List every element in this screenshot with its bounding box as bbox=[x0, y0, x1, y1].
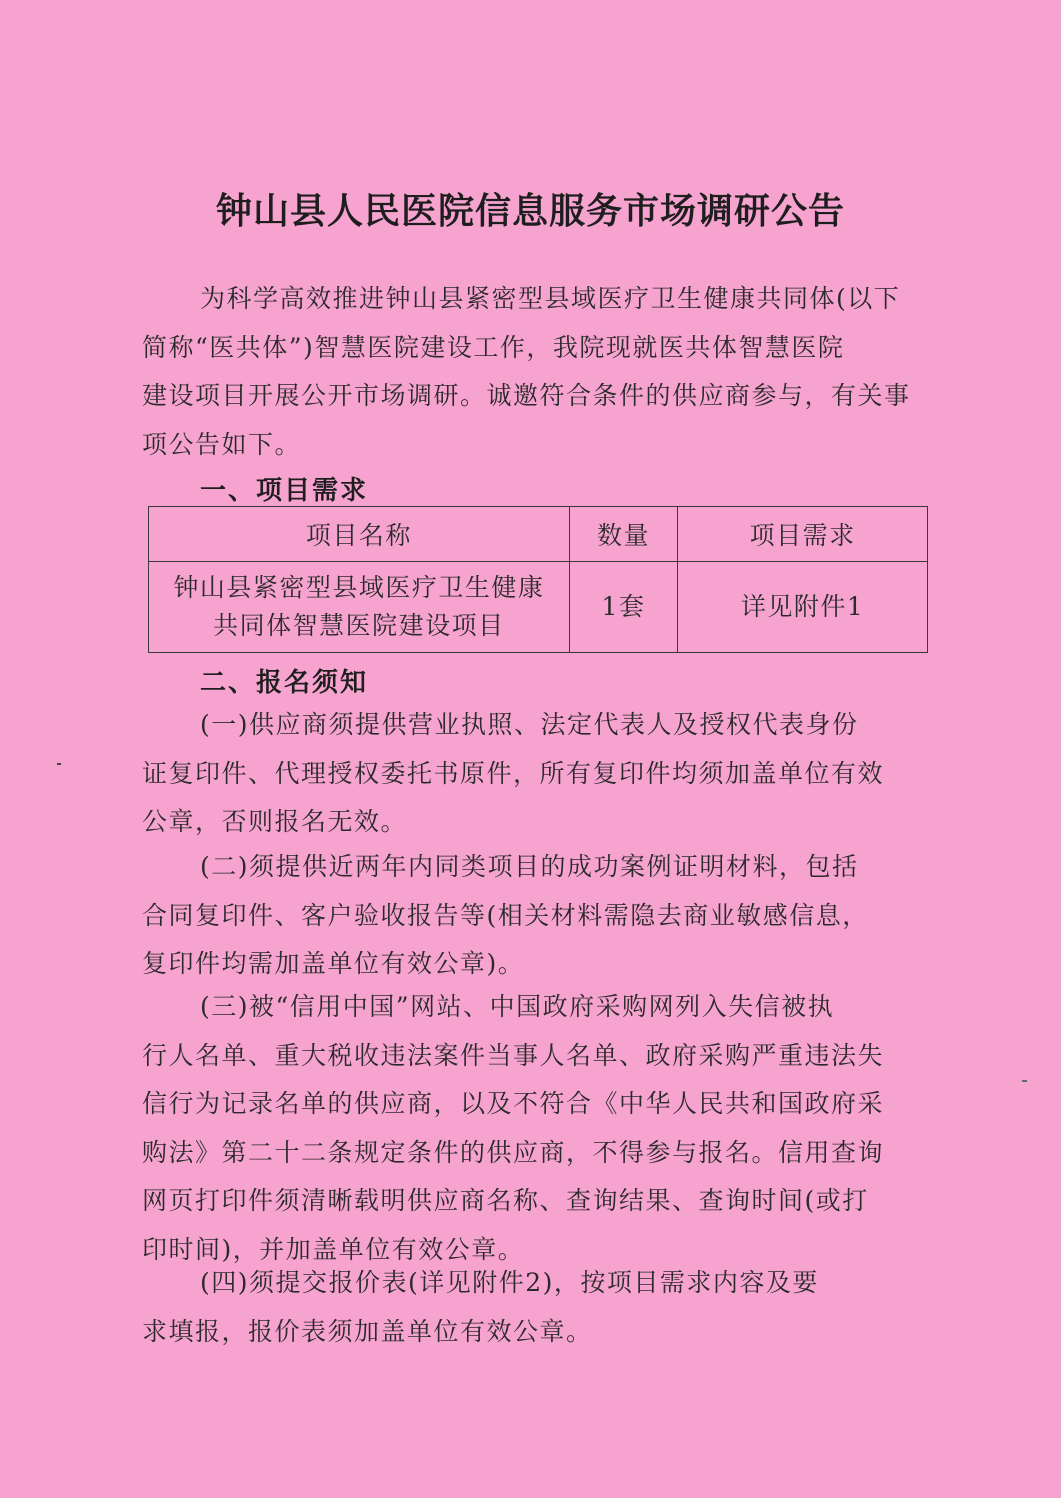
intro-line: 简称“医共体”)智慧医院建设工作，我院现就医共体智慧医院 bbox=[142, 332, 845, 362]
item-line: (一)供应商须提供营业执照、法定代表人及授权代表身份 bbox=[200, 710, 859, 739]
table-cell-name-line: 共同体智慧医院建设项目 bbox=[213, 611, 505, 640]
table-cell-quantity: 1套 bbox=[569, 562, 678, 653]
registration-item-2 bbox=[142, 843, 942, 989]
item-line: (三)被“信用中国”网站、中国政府采购网列入失信被执 bbox=[200, 992, 835, 1021]
table-cell-name-line: 钟山县紧密型县域医疗卫生健康 bbox=[173, 573, 545, 602]
intro-line: 为科学高效推进钟山县紧密型县域医疗卫生健康共同体(以下 bbox=[200, 284, 901, 313]
table-row bbox=[149, 562, 928, 653]
item-line: 行人名单、重大税收违法案件当事人名单、政府采购严重违法失 bbox=[142, 1040, 885, 1070]
requirements-table bbox=[148, 506, 928, 653]
item-line: 合同复印件、客户验收报告等(相关材料需隐去商业敏感信息， bbox=[142, 900, 869, 930]
item-line: (二)须提供近两年内同类项目的成功案例证明材料，包括 bbox=[200, 852, 859, 881]
item-line: 证复印件、代理授权委托书原件，所有复印件均须加盖单位有效 bbox=[142, 758, 885, 788]
table-header-row bbox=[149, 507, 928, 562]
item-line: 网页打印件须清晰载明供应商名称、查询结果、查询时间(或打 bbox=[142, 1186, 869, 1215]
intro-paragraph bbox=[142, 275, 942, 469]
item-line: 印时间)，并加盖单位有效公章。 bbox=[142, 1234, 525, 1264]
document-title: 钟山县人民医院信息服务市场调研公告 bbox=[215, 190, 845, 232]
table-cell-name bbox=[149, 562, 570, 653]
scan-speck bbox=[57, 763, 61, 765]
table-header-requirement: 项目需求 bbox=[678, 507, 928, 562]
item-line: 复印件均需加盖单位有效公章)。 bbox=[142, 949, 525, 978]
table-header-name: 项目名称 bbox=[149, 507, 570, 562]
registration-item-1 bbox=[142, 701, 942, 847]
item-line: 公章，否则报名无效。 bbox=[142, 807, 408, 836]
table-header-quantity: 数量 bbox=[569, 507, 678, 562]
section-heading-requirements: 一、项目需求 bbox=[200, 476, 369, 506]
intro-line: 建设项目开展公开市场调研。诚邀符合条件的供应商参与，有关事 bbox=[142, 381, 911, 410]
registration-item-4 bbox=[142, 1259, 942, 1356]
intro-line: 项公告如下。 bbox=[142, 429, 302, 459]
item-line: (四)须提交报价表(详见附件2)，按项目需求内容及要 bbox=[200, 1268, 819, 1297]
item-line: 购法》第二十二条规定条件的供应商，不得参与报名。信用查询 bbox=[142, 1137, 885, 1167]
table-cell-requirement: 详见附件1 bbox=[678, 562, 928, 653]
section-heading-registration: 二、报名须知 bbox=[200, 668, 369, 698]
item-line: 信行为记录名单的供应商，以及不符合《中华人民共和国政府采 bbox=[142, 1089, 885, 1118]
scan-speck bbox=[1022, 1080, 1027, 1082]
registration-item-3 bbox=[142, 983, 942, 1274]
item-line: 求填报，报价表须加盖单位有效公章。 bbox=[142, 1316, 593, 1346]
